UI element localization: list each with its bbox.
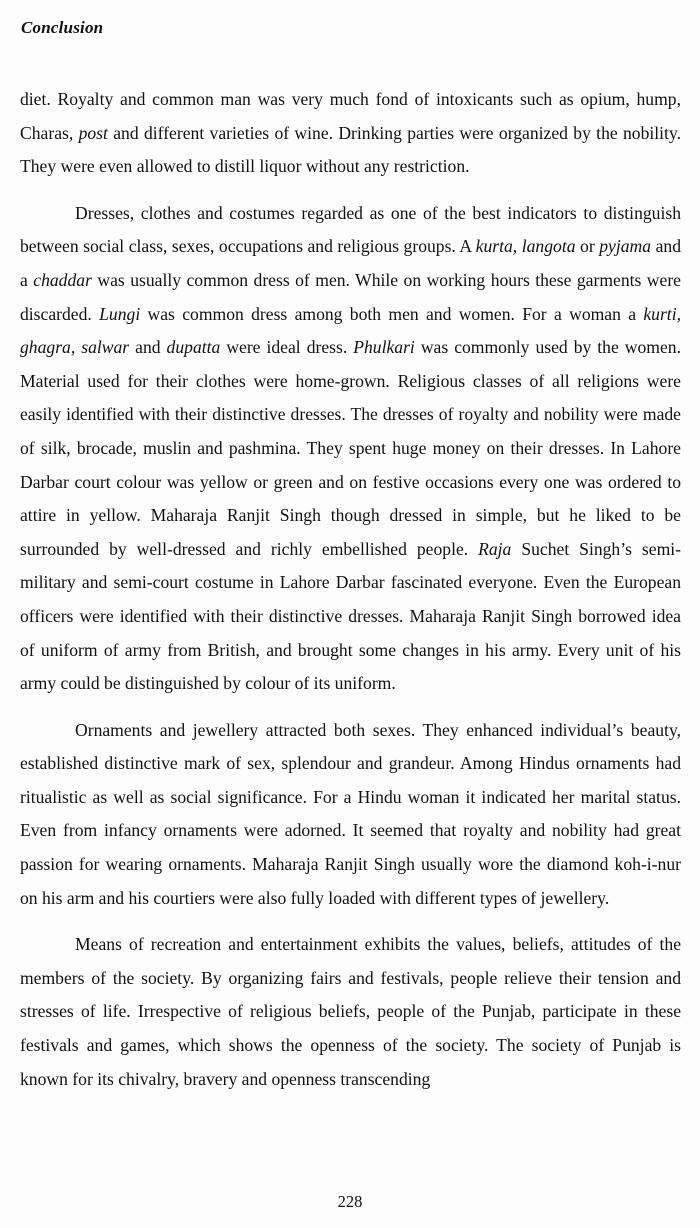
text-run: and a — [20, 236, 681, 290]
text-run: Dresses, clothes and costumes regarded as one of the best indicators to distinguish between social class, sexes, occupations and religious groups. A — [20, 202, 681, 257]
text-run: and different varieties of wine. Drinking parties were organized by the nobility. They were even allowed to distill liquor without any restriction. — [20, 122, 681, 177]
italic-term: Raja — [478, 538, 512, 559]
text-run: was usually common dress of men. While on working hours these garments were discarded. — [20, 269, 681, 324]
text-run: and — [129, 337, 167, 358]
text-run: was common dress among both men and women. For a woman a — [140, 303, 644, 324]
text-run: were ideal dress. — [220, 337, 354, 358]
text-run: Ornaments and jewellery attracted both sexes. They enhanced individual’s beauty, established distinctive mark of sex, splendour and grandeur. Among Hindus ornaments had ritualistic as well as social significance. For a Hindu woman it indicated her marital status. Even from infancy ornaments were adorned. It seemed that royalty and nobility had great passion for wearing ornaments. Maharaja Ranjit Singh usually wore the diamond koh-i-nur on his arm and his courtiers were also fully loaded with different types of jewellery. — [20, 719, 681, 908]
text-run: was commonly used by the women. Material used for their clothes were home-grown. Religious classes of all religions were easily identified with their distinctive dresses. The dresses of royalty and nobility were made of silk, brocade, muslin and pashmina. They spent huge money on their dresses. In Lahore Darbar court colour was yellow or green and on festive occasions every one was ordered to attire in yellow. Maharaja Ranjit Singh though dressed in simple, but he liked to be surrounded by well-dressed and richly embellished people. — [20, 337, 681, 559]
page-number: 228 — [337, 1192, 363, 1211]
italic-term: dupatta — [166, 337, 221, 358]
text-run: Suchet Singh’s semi-military and semi-court costume in Lahore Darbar fascinated everyone. Even the European officers were identified with their distinctive dresses. Maharaja Ranjit Singh borrowed idea of uniform of army from British, and brought some changes in his army. Every unit of his army could be distinguished by colour of its uniform. — [20, 538, 682, 694]
text-run: diet. Royalty and common man was very much fond of intoxicants such as opium, hump, Charas, — [20, 89, 681, 143]
text-run: Means of recreation and entertainment exhibits the values, beliefs, attitudes of the members of the society. By organizing fairs and festivals, people relieve their tension and stresses of life. Irrespective of religious beliefs, people of the Punjab, participate in these festivals and games, which shows the openness of the society. The society of Punjab is known for its chivalry, bravery and openness transcending — [20, 934, 681, 1089]
p-diet-intoxicants — [20, 83, 681, 184]
running-header: Conclusion — [21, 18, 104, 37]
italic-term: kurti, ghagra, salwar — [20, 303, 681, 358]
italic-term: kurta, langota — [475, 236, 576, 257]
italic-term: post — [78, 122, 108, 143]
p-recreation-entertainment — [20, 928, 681, 1096]
italic-term: Lungi — [99, 303, 141, 324]
italic-term: pyjama — [599, 236, 652, 257]
p-dresses-costumes — [20, 197, 681, 701]
body-text-column — [20, 83, 681, 1096]
italic-term: chaddar — [33, 269, 92, 290]
text-run: or — [575, 236, 600, 257]
italic-term: Phulkari — [353, 337, 415, 358]
p-ornaments-jewellery — [20, 714, 681, 916]
